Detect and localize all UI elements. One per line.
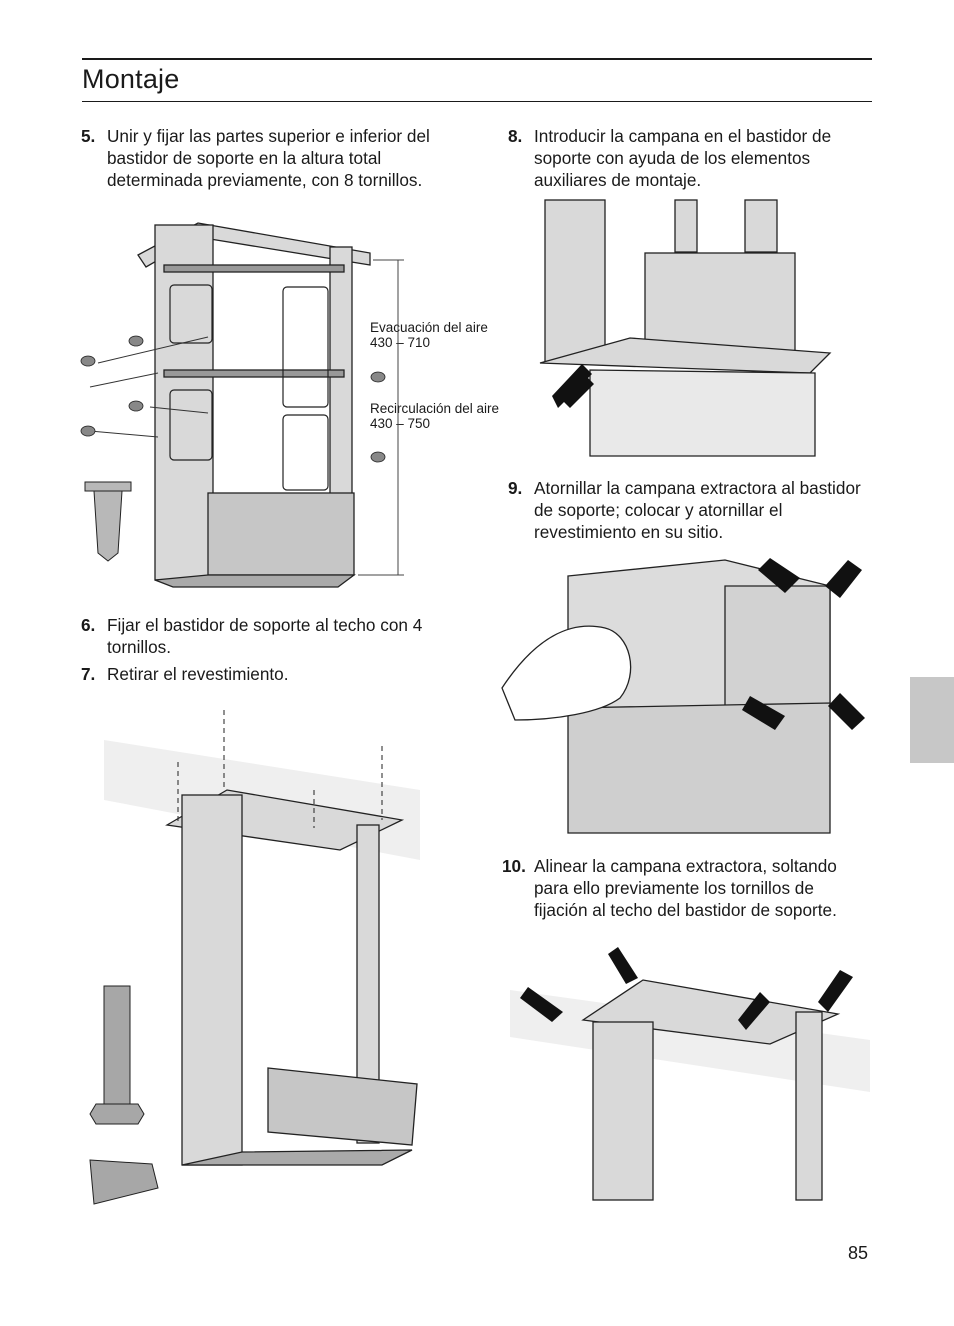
step-6 [81, 614, 452, 658]
exhaust-label: Evacuación del aire [370, 320, 488, 335]
step-number: 8. [508, 126, 523, 146]
step-text: Atornillar la campana extractora al bastidor de soporte; colocar y atornillar el revestimiento en su sitio. [534, 478, 861, 542]
recirculation-range: 430 – 750 [370, 416, 431, 431]
hood-insertion-illustration [530, 198, 840, 460]
step-9 [508, 477, 879, 543]
title-rule [82, 101, 872, 102]
step-text: Unir y fijar las partes superior e inferior del bastidor de soporte en la altura total determinada previamente, con 8 tornillos. [107, 126, 430, 190]
section-tab [910, 677, 954, 763]
page-number: 85 [848, 1243, 869, 1263]
recirculation-label: Recirculación del aire [370, 401, 500, 416]
aligning-hood-illustration [508, 942, 870, 1202]
step-number: 7. [81, 664, 96, 684]
top-rule [82, 58, 872, 60]
step-number: 5. [81, 126, 96, 146]
step-number: 6. [81, 615, 96, 635]
step-number: 10. [502, 856, 526, 876]
step-8 [508, 125, 864, 191]
step-text: Fijar el bastidor de soporte al techo con 4 tornillos. [107, 615, 423, 657]
frame-assembly-illustration [78, 215, 408, 590]
step-5 [81, 125, 437, 191]
ceiling-mount-illustration [82, 700, 442, 1220]
step-7 [81, 663, 452, 685]
step-text: Retirar el revestimiento. [107, 664, 289, 684]
step-10 [502, 855, 869, 921]
page-title: Montaje [82, 64, 180, 94]
exhaust-range: 430 – 710 [370, 335, 431, 350]
step-number: 9. [508, 478, 523, 498]
screwing-hood-illustration [500, 548, 870, 840]
step-text: Introducir la campana en el bastidor de soporte con ayuda de los elementos auxiliares de montaje. [534, 126, 832, 190]
step-text: Alinear la campana extractora, soltando para ello previamente los tornillos de fijación al techo del bastidor de soporte. [534, 856, 837, 920]
